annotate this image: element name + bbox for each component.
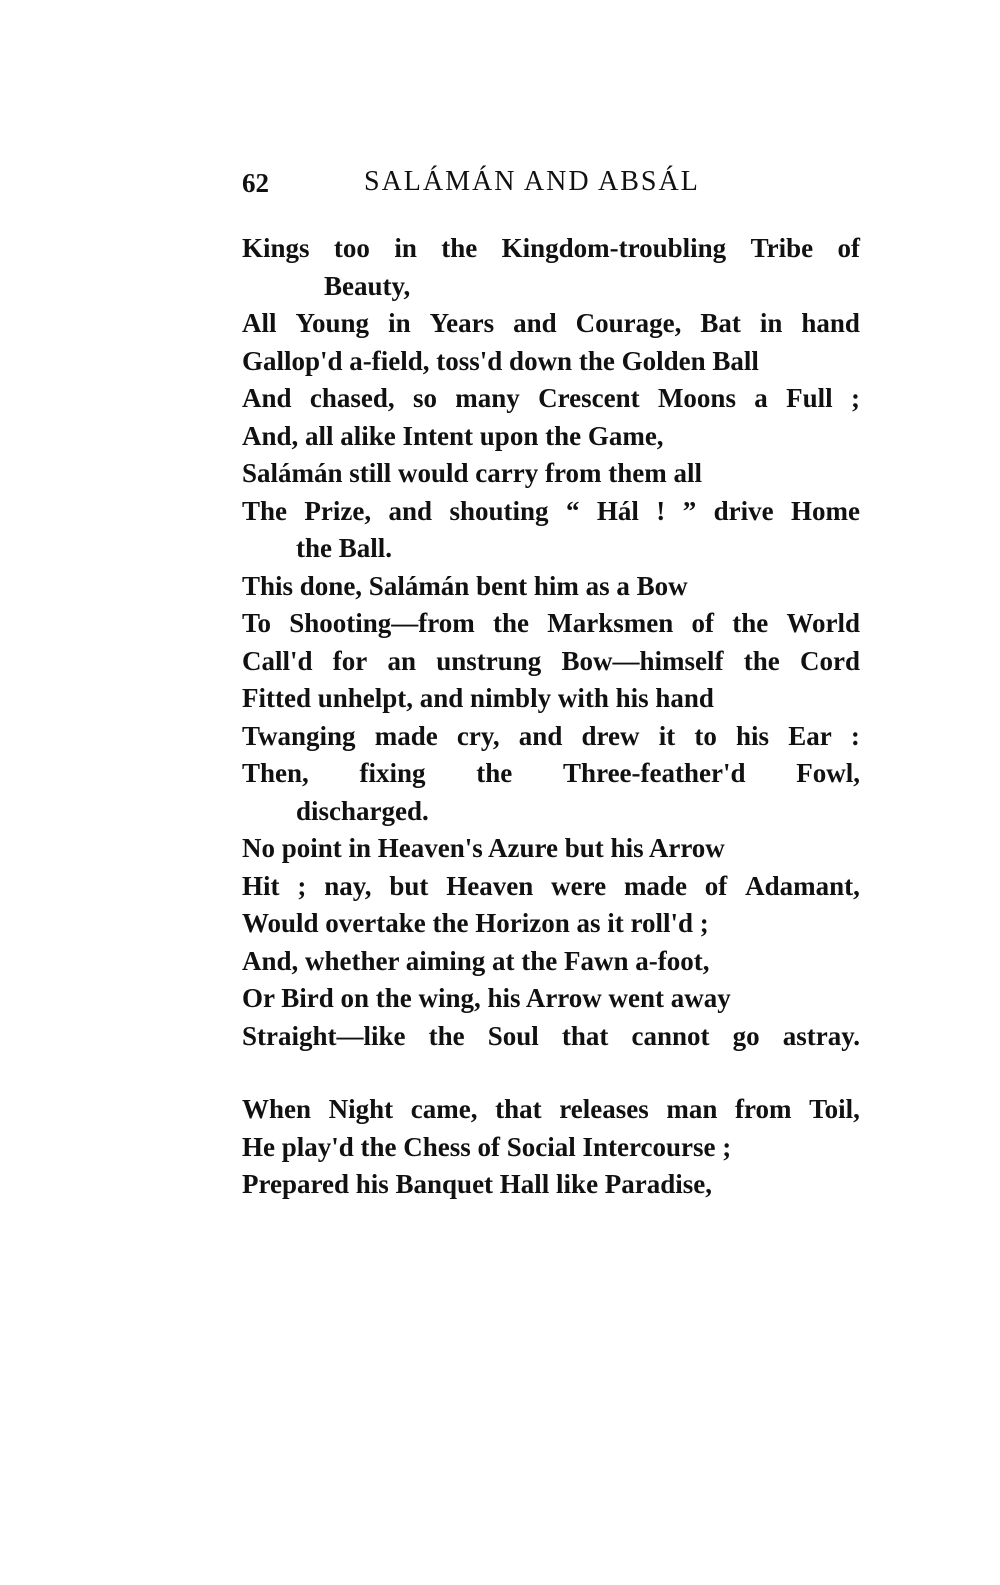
poem-word: Tribe: [750, 233, 814, 263]
poem-word: Hál: [596, 495, 639, 526]
poem-word: Then,: [242, 758, 309, 788]
poem-word: the: [743, 645, 780, 676]
poem-word: the: [428, 1020, 465, 1051]
poem-word: that: [495, 1094, 542, 1124]
poem-word: Adamant,: [745, 870, 860, 901]
poem-line: [242, 605, 860, 643]
poem-word: go: [732, 1020, 760, 1051]
poem-word: Shooting—from: [289, 608, 475, 638]
poem-word: drive: [713, 495, 774, 526]
poem-word: Kings: [242, 233, 310, 263]
poem-word: World: [786, 608, 860, 638]
poem-line: [242, 230, 860, 268]
poem-line: This done, Salámán bent him as a Bow: [242, 570, 688, 601]
poem-word: Night: [328, 1094, 394, 1124]
poem-word: Prize,: [304, 495, 372, 526]
poem-line: [242, 868, 860, 906]
poem-line: [242, 493, 860, 531]
poem-line: No point in Heaven's Azure but his Arrow: [242, 833, 725, 863]
poem-word: The: [242, 495, 288, 526]
poem-word: many: [455, 383, 520, 413]
poem-word: man: [666, 1094, 718, 1124]
poem-word: Bow—himself: [561, 645, 724, 676]
poem-line: [242, 1018, 860, 1056]
poem-word: ”: [682, 495, 697, 526]
poem-word: And: [242, 383, 292, 413]
poem-word: Three-feather'd: [563, 758, 746, 788]
poem-word: the: [441, 233, 478, 263]
poem-word: When: [242, 1094, 312, 1124]
poem-line: [242, 380, 860, 418]
poem-line: [242, 755, 860, 793]
poem-line: Prepared his Banquet Hall like Paradise,: [242, 1169, 713, 1199]
poem-line: Fitted unhelpt, and nimbly with his hand: [242, 683, 714, 713]
poem-word: nay,: [324, 870, 372, 901]
poem-word: Soul: [487, 1020, 539, 1051]
poem-word: hand: [801, 308, 860, 338]
poem-word: Marksmen: [547, 608, 674, 638]
poem-line: And, whether aiming at the Fawn a-foot,: [242, 945, 710, 976]
poem-word: To: [242, 608, 272, 638]
poem-line-continuation: the Ball.: [296, 533, 393, 563]
poem-word: Years: [429, 308, 495, 338]
poem-word: a: [754, 383, 768, 413]
poem-word: Fowl,: [796, 758, 860, 788]
poem-word: Full: [786, 383, 833, 413]
poem-word: the: [732, 608, 769, 638]
poem-word: Bat: [700, 308, 741, 338]
poem-word: Ear: [788, 720, 832, 751]
poem-word: Twanging: [242, 720, 356, 751]
poem-word: of: [704, 870, 728, 901]
page-header: [242, 166, 802, 206]
poem-word: Cord: [800, 645, 860, 676]
poem-word: but: [389, 870, 429, 901]
poem-line-continuation: discharged.: [296, 795, 429, 826]
poem-word: the: [493, 608, 530, 638]
poem-word: of: [691, 608, 714, 638]
poem-word: too: [333, 233, 370, 263]
poem-line: Salámán still would carry from them all: [242, 458, 702, 488]
poem-word: ;: [850, 383, 860, 413]
poem-word: an: [387, 645, 417, 676]
poem-word: and: [388, 495, 433, 526]
poem-word: in: [759, 308, 783, 338]
poem-line: Gallop'd a-field, toss'd down the Golden Ball: [242, 345, 759, 376]
poem-word: ;: [297, 870, 307, 901]
poem-word: his: [736, 720, 770, 751]
poem-word: so: [412, 383, 437, 413]
poem-word: and: [518, 720, 563, 751]
poem-word: in: [388, 308, 411, 338]
poem-word: shouting: [449, 495, 549, 526]
poem-word: Young: [295, 308, 370, 338]
poem-word: in: [394, 233, 417, 263]
poem-word: cry,: [456, 720, 500, 751]
poem-word: Heaven: [446, 870, 534, 901]
poem-line: [242, 718, 860, 756]
poem-word: the: [476, 758, 513, 788]
poem-word: Hit: [242, 870, 280, 901]
poem-word: All: [242, 308, 277, 338]
poem-word: that: [561, 1020, 609, 1051]
poem-word: unstrung: [436, 645, 542, 676]
poem-line: [242, 1091, 860, 1129]
poem-line: [242, 305, 860, 343]
stanza-break: [242, 1055, 862, 1091]
poem-word: to: [694, 720, 717, 751]
poem-line: [242, 643, 860, 681]
poem-text: [242, 230, 862, 1204]
poem-word: chased,: [309, 383, 395, 413]
poem-word: and: [513, 308, 557, 338]
poem-word: “: [565, 495, 580, 526]
poem-word: Home: [791, 495, 860, 526]
poem-word: made: [374, 720, 438, 751]
poem-word: of: [837, 233, 860, 263]
poem-line: He play'd the Chess of Social Intercourse ;: [242, 1131, 732, 1162]
poem-word: Straight—like: [242, 1020, 406, 1051]
poem-word: !: [656, 495, 666, 526]
poem-word: from: [735, 1094, 792, 1124]
poem-word: were: [551, 870, 607, 901]
poem-word: Kingdom-troubling: [501, 233, 727, 263]
running-title: SALÁMÁN AND ABSÁL: [364, 166, 700, 197]
poem-word: it: [658, 720, 676, 751]
poem-word: for: [332, 645, 368, 676]
poem-word: came,: [410, 1094, 478, 1124]
poem-word: made: [623, 870, 687, 901]
poem-line: And, all alike Intent upon the Game,: [242, 420, 664, 451]
poem-word: cannot: [631, 1020, 710, 1051]
poem-line: Or Bird on the wing, his Arrow went away: [242, 983, 731, 1013]
poem-word: :: [850, 720, 860, 751]
poem-word: Call'd: [242, 645, 313, 676]
poem-word: Toil,: [809, 1094, 860, 1124]
poem-word: fixing: [359, 758, 426, 788]
poem-word: astray.: [782, 1020, 860, 1051]
poem-word: Moons: [657, 383, 736, 413]
poem-word: releases: [559, 1094, 649, 1124]
poem-word: Crescent: [538, 383, 640, 413]
poem-word: Courage,: [575, 308, 682, 338]
poem-line-continuation: Beauty,: [324, 270, 411, 301]
page-number: 62: [242, 168, 269, 198]
poem-word: drew: [581, 720, 640, 751]
poem-line: Would overtake the Horizon as it roll'd ;: [242, 908, 709, 938]
